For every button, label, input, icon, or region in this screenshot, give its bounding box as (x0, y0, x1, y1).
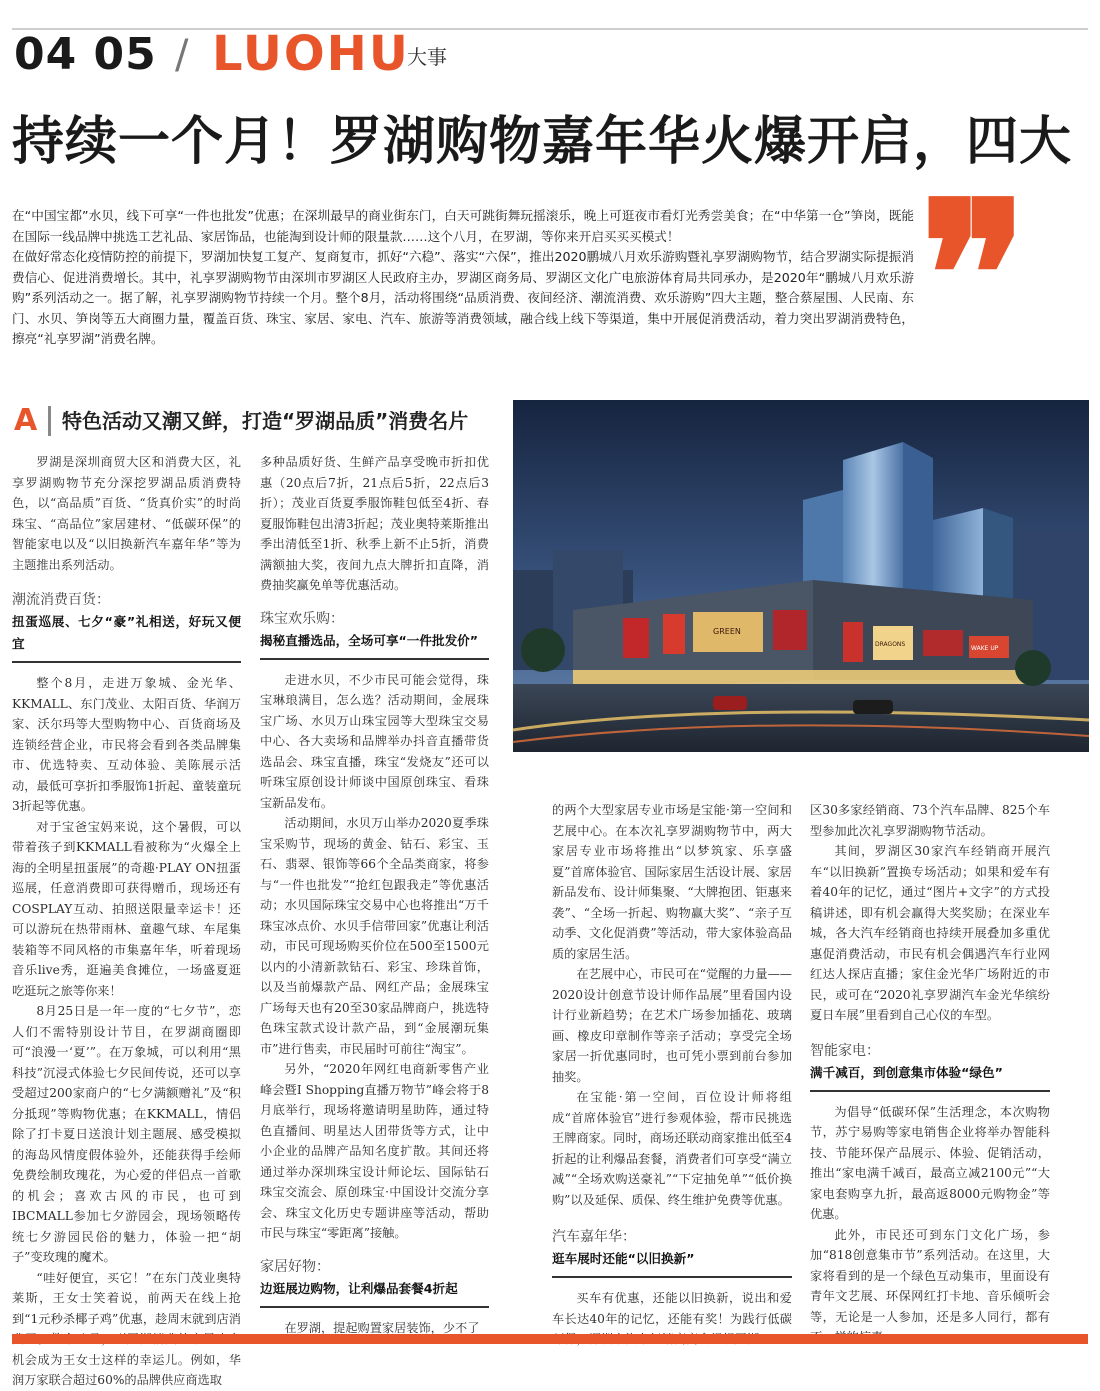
body-paragraph: 此外，市民还可到东门文化广场，参加“818创意集市节”系列活动。在这里，大家将看到的是一个绿色互动集市，里面设有青年文艺展、环保网红打卡地、音乐倾听会等，无论是一人参加，还是多人同行，都有 (810, 1227, 1050, 1324)
lead-paragraph: 在“中国宝都”水贝，线下可享“一件也批发”优惠；在深圳最早的商业街东门，白天可跳街舞玩摇滚乐，晚上可逛夜市看灯光秀尝美食；在“中华第一仓”笋岗，既能在国际一线品牌中挑选工艺礼品、家居饰品，也能淘到设计师的限量款……这个八月，在罗湖，等你来开启买买买模式！ (12, 208, 914, 244)
body-paragraph: “哇好便宜，买它！”在东门茂业奥特莱斯，王女士笑着说，前两天在线上抢到“1元秒杀椰子鸡”优惠，趁周末就到店消 机会成为王女士这样的幸运儿。例如，华润万家联合超过60%的品牌供应商选取 (12, 1270, 241, 1387)
body-paragraph: 在罗湖，提起购置家居装饰，少不了 (284, 1320, 480, 1335)
photo-sign-text: DRAGONS (875, 641, 906, 648)
subsection-title: 揭秘直播选品，全场可享“一件批发价” (260, 630, 489, 660)
body-paragraph: 8月25日是一年一度的“七夕节”，恋人们不需特别设计节目，在罗湖商圈即可“浪漫一‘夏’”。在万象城，可以利用“黑科技”沉浸式体验七夕民间传说，还可以享受超过200家商户的“七夕满额赠礼”及“积分抵现”等购物优惠；在KKMALL，情侣除了打卡夏日送浪计划主题展、感受模拟的海岛风情度假体验外，还能获得手绘师免费绘制玫瑰花，为心爱的伴侣点一首歌的机会；喜欢古风的市民，也可到IBCMALL参加七夕游园会，现场领略传统七夕游园民俗的魅力，体验一把“胡子”变玫瑰的魔术。 (12, 1004, 241, 1264)
article-column-3 (552, 800, 792, 1350)
subsection-title: 扭蛋巡展、七夕“豪”礼相送，好玩又便宜 (12, 611, 241, 663)
section-name: LUOHU (212, 26, 410, 82)
body-paragraph: 活动期间，水贝万山举办2020夏季珠宝采购节，现场的黄金、钻石、彩宝、玉石、翡翠、银饰等66个全品类商家，将参与“一件也批发”“抢红包跟我走”等优惠活动；水贝国际珠宝交易中心也将推出“万千珠宝冰点价、水贝手信带回家”优惠让利活动，市民可现场购买价位在500至1500元以内的小清新款钻石、彩宝、珍珠首饰，以及当前爆款产品、网红产品；金展珠宝广场每天也有20至30家品牌商户，挑选特色珠宝款式设计款产品，到“金展潮玩集市”进行售卖，市民届时可前往“淘宝”。 (260, 816, 489, 1056)
section-subname: 大事 (407, 45, 447, 69)
body-paragraph: 为倡导“低碳环保”生活理念，本次购物节，苏宁易购等家电销售企业将举办智能科技、节能环保产品展示、体验、促销活动，推出“家电满千减百，最高立减2100元”“大家电套购享九折，最高返8000元购物金”等优惠。 (810, 1104, 1050, 1221)
page-numbers: 04 05 (14, 29, 157, 80)
subsection-title: 边逛展边购物，让利爆品套餐4折起 (260, 1278, 489, 1308)
body-paragraph: 对于宝爸宝妈来说，这个暑假，可以带着孩子到KKMALL看被称为“火爆全上海的全明星扭蛋展”的奇趣·PLAY ON扭蛋巡展，任意消费即可获得赠币，现场还有COSPLAY互动、拍照送限量幸运卡！还可以游玩在热带雨林、童趣气球、车尾集装箱等不同风格的市集嘉年华，听着现场音乐live秀，逛遍美食摊位，一场盛夏逛吃逛玩之旅等你来！ (12, 819, 241, 998)
body-paragraph: 买车有优惠，还能以旧换新，说出和爱车长达40年的记忆，还能有奖！为践行低碳 (552, 1291, 792, 1326)
headline: 持续一个月！罗湖购物嘉年华火爆开启，四大 (12, 112, 1073, 172)
lead-paragraphs (12, 206, 914, 350)
section-a-title: 特色活动又潮又鲜，打造“罗湖品质”消费名片 (62, 409, 469, 433)
article-column-4 (810, 800, 1050, 1348)
subsection-title: 满千减百，到创意集市体验“绿色” (810, 1062, 1050, 1092)
subsection-kicker: 汽车嘉年华： (552, 1229, 636, 1245)
body-paragraph: 另外，“2020年网红电商新零售产业峰会暨I Shopping直播万物节”峰会将于8月底举行，现场将邀请明星助阵，通过特色直播间、明星达人团带货等方式，让中小企业的品牌产品知名度扩散。其间还将通过举办深圳珠宝设计师论坛、国际钻石珠宝交流会、原创珠宝·中国设计交流分享会、珠宝文化历史专题讲座等活动，帮助市民与珠宝“零距离”接触。 (260, 1062, 489, 1240)
article-column-2 (260, 452, 489, 1338)
body-paragraph: 的两个大型家居专业市场是宝能·第一空间和艺展中心。在本次礼享罗湖购物节中，两大家居专业市场将推出“以梦筑家、乐享盛夏”首席体验官、国际家居生活设计展、家居新品发布、设计师集聚、“大牌抱团、钜惠来袭”、“全场一折起、购物赢大奖”、“亲子互动季、文化促消费”等活动，带大家体验高品质的家居生活。 (552, 803, 792, 961)
mall-photo (513, 400, 1089, 752)
section-a-badge: A (14, 403, 38, 438)
subsection-title: 逛车展时还能“以旧换新” (552, 1248, 792, 1278)
masthead-slash: / (175, 32, 189, 78)
lead-paragraph: 在做好常态化疫情防控的前提下，罗湖加快复工复产、复商复市，抓好“六稳”、落实“六保”，推出2020鹏城八月欢乐游购暨礼享罗湖购物节，结合罗湖实际提振消费信心、促进消费增长。其中，礼享罗湖购物节由深圳市罗湖区人民政府主办，罗湖区商务局、罗湖区文化广电旅游体育局共同承办，是2020年“鹏城八月欢乐游购”系列活动之一。据了解，礼享罗湖购物节持续一个月。整个8月，活动将围绕“品质消费、夜间经济、潮流消费、欢乐游购”四大主题，整合蔡屋围、人民南、东门、水贝、笋岗等五大商圈力量，覆盖百货、珠宝、家居、家电、汽车、旅游等消费领域，融合线上线下等渠道，集中开展促消费活动，着力突出罗湖消费特色，擦亮“礼享罗湖”消费名牌。 (12, 249, 914, 346)
quote-mark-icon: ❞ (920, 158, 1004, 393)
subsection-kicker: 智能家电： (810, 1042, 880, 1059)
body-paragraph: 在宝能·第一空间，百位设计师将组成“首席体验官”进行参观体验，帮市民挑选王牌商家。同时，商场还联动商家推出低至4折起的让利爆品套餐，消费者们可享受“满立减”“全场欢购送豪礼”“下定抽免单”“低价换购”以及延保、质保、终生维护免费等优惠。 (552, 1090, 792, 1207)
section-a-divider (48, 406, 51, 436)
mall-rendering (513, 400, 1089, 752)
article-column-1 (12, 452, 241, 1391)
body-paragraph: 在艺展中心，市民可在“觉醒的力量——2020设计创意节设计师作品展”里看国内设计行业新趋势；在艺术广场参加插花、玻璃画、橡皮印章制作等亲子活动；享受完全场家居一折优惠同时，也可凭小票到前台参加抽奖。 (552, 967, 792, 1084)
body-paragraph: 走进水贝，不少市民可能会觉得，珠宝琳琅满目，怎么选？活动期间，金展珠宝广场、水贝万山珠宝园等大型珠宝交易中心、各大卖场和品牌举办抖音直播带货选品会、珠宝直播，珠宝“发烧友”还可以听珠宝原创设计师谈中国原创珠宝、看珠宝新品发布。 (260, 672, 489, 810)
body-paragraph: 多种品质好货、生鲜产品享受晚市折扣优惠（20点后7折，21点后5折，22点后3折）；茂业百货夏季服饰鞋包低至4折、春夏服饰鞋包出清3折起；茂业奥特莱斯推出季出清低至1折、秋季上新不止5折，消费满额抽大奖，夜间九点大牌折扣直降，消费抽奖赢免单等优惠活动。 (260, 455, 489, 592)
subsection-kicker: 家居好物： (260, 1258, 330, 1275)
photo-sign-text: GREEN (713, 627, 741, 636)
body-paragraph: 罗湖是深圳商贸大区和消费大区，礼享罗湖购物节充分深挖罗湖品质消费特色，以“高品质”百货、“货真价实”的时尚珠宝、“高品位”家居建材、“低碳环保”的智能家电以及“以旧换新汽车嘉年华”等为主题推出系列活动。 (12, 455, 241, 572)
top-rule (12, 28, 1088, 30)
body-paragraph: 其间，罗湖区30家汽车经销商开展汽车“以旧换新”置换专场活动；如果和爱车有着40年的记忆，通过“图片+文字”的方式投稿讲述，即有机会赢得大奖奖励；在深业车城，各大汽车经销商也持续开展叠加多重优惠促消费活动，市民有机会偶遇汽车行业网红达人探店直播；家住金光华广场附近的市民，或可在“2020礼享罗湖汽车金光华缤纷夏日车展”里看到自己心仪的车型。 (810, 844, 1050, 1022)
body-paragraph: 区30多家经销商、73个汽车品牌、825个车型参加此次礼享罗湖购物节活动。 (810, 803, 1050, 838)
subsection-kicker: 珠宝欢乐购： (260, 610, 344, 627)
photo-sign-text: WAKE UP (971, 645, 999, 652)
subsection-kicker: 潮流消费百货： (12, 592, 110, 608)
bottom-accent-bar (12, 1334, 1088, 1344)
body-paragraph: 整个8月，走进万象城、金光华、KKMALL、东门茂业、太阳百货、华润万家、沃尔玛等大型购物中心、百货商场及连锁经营企业，市民将会看到各类品牌集市、优选特卖、互动体验、美陈展示活动，最低可享折扣季服饰1折起、童装童玩3折起等优惠。 (12, 676, 241, 813)
